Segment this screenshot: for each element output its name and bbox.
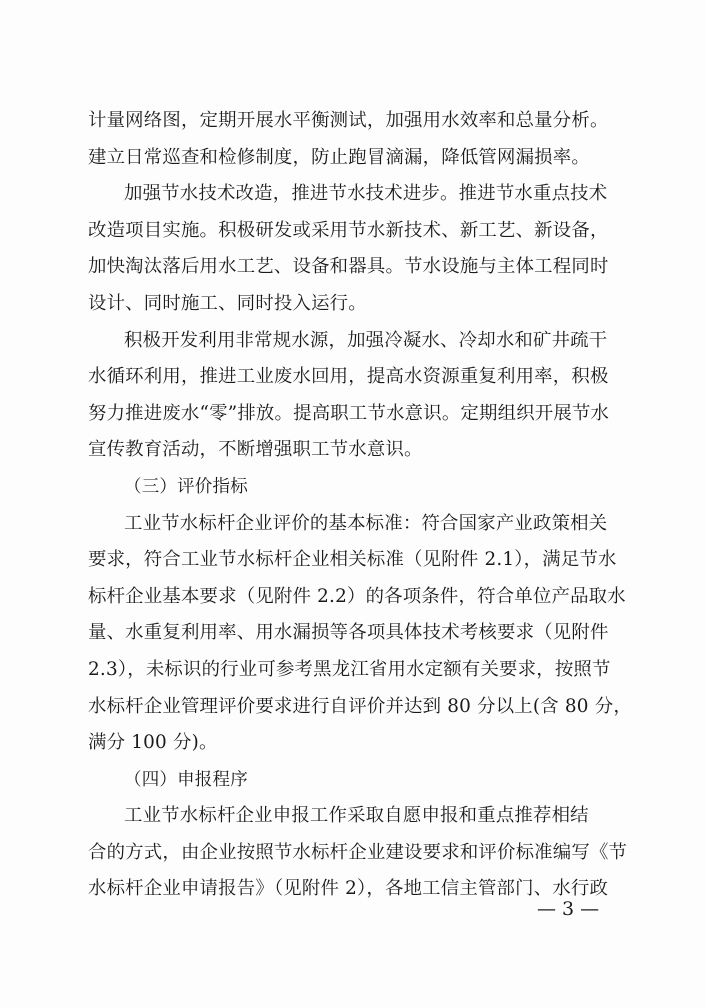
paragraph-line: 工业节水标杆企业申报工作采取自愿申报和重点推荐相结 <box>124 805 589 827</box>
paragraph-line: 计量网络图，定期开展水平衡测试，加强用水效率和总量分析。 <box>88 110 609 131</box>
paragraph-line: 积极开发利用非常规水源，加强冷凝水、冷却水和矿井疏干 <box>124 329 608 351</box>
section-heading: （四）申报程序 <box>124 769 248 790</box>
paragraph-line: 建立日常巡查和检修制度，防止跑冒滴漏，降低管网漏损率。 <box>88 146 590 168</box>
paragraph-line: 2.3），未标识的行业可参考黑龙江省用水定额有关要求，按照节 <box>88 658 611 680</box>
paragraph-line: 合的方式，由企业按照节水标杆企业建设要求和评价标准编写《节 <box>88 841 628 863</box>
paragraph-line: 水标杆企业管理评价要求进行自评价并达到 80 分以上(含 80 分， <box>88 695 632 717</box>
paragraph-line: 工业节水标杆企业评价的基本标准：符合国家产业政策相关 <box>124 512 608 534</box>
paragraph-line: 量、水重复利用率、用水漏损等各项具体技术考核要求（见附件 <box>88 622 609 644</box>
paragraph-line: 加快淘汰落后用水工艺、设备和器具。节水设施与主体工程同时 <box>88 256 609 278</box>
paragraph-line: 满分 100 分)。 <box>88 732 218 754</box>
paragraph-line: 努力推进废水“零”排放。提高职工节水意识。定期组织开展节水 <box>88 402 610 424</box>
document-body <box>88 103 632 908</box>
paragraph-line: 改造项目实施。积极研发或采用节水新技术、新工艺、新设备， <box>88 219 609 241</box>
paragraph-line: 水循环利用，推进工业废水回用，提高水资源重复利用率，积极 <box>88 366 609 388</box>
paragraph-line: 水标杆企业申请报告》（见附件 2），各地工信主管部门、水行政 <box>88 878 609 900</box>
page-number: — 3 — <box>537 898 600 920</box>
paragraph-line: 设计、同时施工、同时投入运行。 <box>88 292 367 314</box>
paragraph-line: 标杆企业基本要求（见附件 2.2）的各项条件，符合单位产品取水 <box>88 585 626 607</box>
paragraph-line: 加强节水技术改造，推进节水技术进步。推进节水重点技术 <box>124 183 608 205</box>
section-heading: （三）评价指标 <box>124 476 248 497</box>
paragraph-line: 宣传教育活动，不断增强职工节水意识。 <box>88 439 423 461</box>
paragraph-line: 要求，符合工业节水标杆企业相关标准（见附件 2.1），满足节水 <box>88 549 617 571</box>
